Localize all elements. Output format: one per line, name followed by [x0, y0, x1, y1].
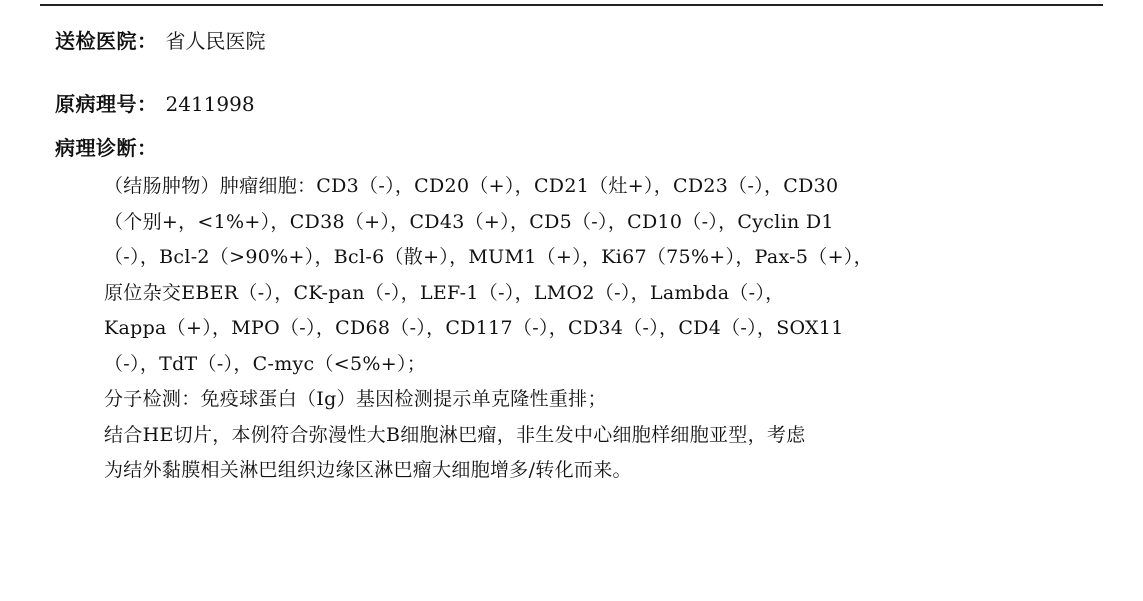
pathology-number-field	[55, 88, 255, 116]
diagnosis-line: （-），TdT（-），C-myc（<5%+）；	[104, 352, 427, 375]
hospital-value: 省人民医院	[165, 29, 266, 53]
pathology-number-value: 2411998	[165, 92, 255, 116]
diagnosis-line: Kappa（+），MPO（-），CD68（-），CD117（-），CD34（-），CD4（-），SOX11	[104, 317, 844, 339]
diagnosis-line: （个别+，<1%+），CD38（+），CD43（+），CD5（-），CD10（-），Cyclin D1	[104, 210, 834, 233]
diagnosis-label: 病理诊断：	[55, 136, 158, 160]
top-divider	[40, 4, 1103, 6]
diagnosis-line: 原位杂交EBER（-），CK-pan（-），LEF-1（-），LMO2（-），Lambda（-），	[104, 281, 785, 304]
hospital-field	[55, 25, 266, 53]
pathology-number-label: 原病理号：	[55, 92, 158, 116]
diagnosis-line: 分子检测：免疫球蛋白（Ig）基因检测提示单克隆性重排；	[104, 388, 607, 410]
diagnosis-line: （-），Bcl-2（>90%+），Bcl-6（散+），MUM1（+），Ki67（75%+），Pax-5（+），	[104, 246, 873, 268]
diagnosis-line: 为结外黏膜相关淋巴组织边缘区淋巴瘤大细胞增多/转化而来。	[104, 459, 632, 481]
diagnosis-line: （结肠肿物）肿瘤细胞：CD3（-），CD20（+），CD21（灶+），CD23（-），CD30	[104, 175, 839, 197]
diagnosis-line: 结合HE切片，本例符合弥漫性大B细胞淋巴瘤，非生发中心细胞样细胞亚型，考虑	[104, 423, 806, 446]
hospital-label: 送检医院：	[55, 29, 158, 53]
diagnosis-text	[104, 169, 1104, 489]
